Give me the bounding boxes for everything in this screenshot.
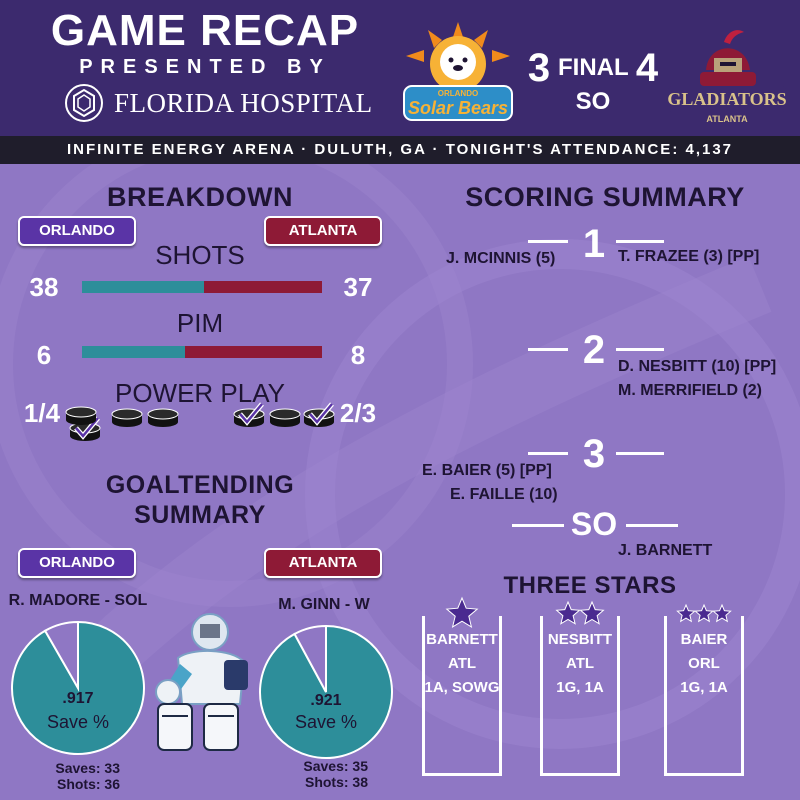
shots-home: 38 (29, 272, 59, 302)
presented-by-label: PRESENTED BY (79, 56, 331, 78)
home-pp-puck-4 (64, 400, 98, 444)
breakdown-title: BREAKDOWN (107, 182, 293, 212)
away-pp-puck-3 (268, 402, 302, 446)
power-play-home-pucks (66, 402, 186, 452)
star-3-icon-2 (695, 605, 712, 621)
goaltending-orlando-pill: ORLANDO (18, 548, 136, 578)
star-2-line: 1G, 1A (556, 679, 604, 696)
star-3-name: BAIER (680, 631, 728, 648)
power-play-away: 2/3 (339, 398, 377, 428)
orlando-solar-bears-logo (398, 20, 518, 128)
home-pp-puck-3 (146, 402, 180, 446)
away-goalie-name: M. GINN - W (278, 596, 370, 613)
star-1-icon-1 (447, 598, 477, 627)
breakdown-orlando-pill: ORLANDO (18, 216, 136, 246)
period-1-label: 1 (582, 222, 606, 266)
period-2-label: 2 (582, 328, 606, 372)
star-3-icon-3 (713, 605, 730, 621)
shots-away: 37 (343, 272, 373, 302)
sponsor-emblem-icon (62, 82, 106, 124)
pim-bar (82, 346, 322, 358)
shootout-period-label: SO (570, 506, 618, 542)
period-1-line-left (528, 240, 568, 243)
home-save-pie (8, 618, 148, 758)
star-1-line: 1A, SOWG (424, 679, 500, 696)
star-3-icon-1 (677, 605, 694, 621)
away-logo-sub: ATLANTA (706, 114, 748, 124)
goal-period-2-away-1: D. NESBITT (10) [PP] (618, 358, 777, 375)
period-3-label: 3 (582, 432, 606, 476)
goal-shootout-away-1: J. BARNETT (618, 542, 713, 559)
star-1-name: BARNETT (426, 631, 498, 648)
home-logo-text: Solar Bears (407, 98, 509, 118)
goaltending-title-line1: GOALTENDING (105, 471, 295, 499)
period-1-line-right (616, 240, 664, 243)
shootout-line-left (512, 524, 564, 527)
period-2-line-left (528, 348, 568, 351)
sponsor-name: FLORIDA HOSPITAL (114, 88, 373, 118)
shots-bar-home (82, 281, 204, 293)
period-3-line-right (616, 452, 664, 455)
shots-bar-away (204, 281, 322, 293)
shootout-line-right (626, 524, 678, 527)
goal-period-3-home-2: E. FAILLE (10) (450, 486, 558, 503)
venue-attendance-bar: INFINITE ENERGY ARENA · DULUTH, GA · TONIGHT'S ATTENDANCE: 4,137 (0, 136, 800, 164)
home-save-pct: .917 (62, 690, 94, 707)
scoring-summary-title: SCORING SUMMARY (465, 182, 745, 212)
star-3-team: ORL (688, 655, 720, 672)
away-pp-puck-2 (302, 402, 336, 446)
final-label: FINAL (558, 54, 629, 81)
goalie-photo (140, 604, 256, 754)
three-stars-title: THREE STARS (503, 572, 677, 599)
shootout-label: SO (575, 88, 611, 115)
page-title: GAME RECAP (50, 6, 360, 55)
home-saves: Saves: 33 (55, 760, 120, 776)
breakdown-atlanta-pill: ATLANTA (264, 216, 382, 246)
home-goalie-name: R. MADORE - SOL (8, 592, 148, 609)
pim-away: 8 (350, 340, 366, 370)
power-play-label: POWER PLAY (114, 378, 285, 408)
shots-bar (82, 281, 322, 293)
sponsor-logo (62, 82, 373, 124)
star-1-team: ATL (447, 655, 477, 672)
goal-period-2-away-2: M. MERRIFIELD (2) (618, 382, 762, 399)
away-saves: Saves: 35 (303, 758, 368, 774)
home-save-label: Save % (46, 712, 110, 732)
power-play-away-pucks (232, 402, 342, 452)
star-2-info (540, 628, 620, 700)
star-1-info (422, 628, 502, 700)
shots-label: SHOTS (155, 240, 245, 270)
away-save-label: Save % (294, 712, 358, 732)
pim-home: 6 (36, 340, 52, 370)
away-logo-text: GLADIATORS (667, 89, 787, 109)
period-2-line-right (616, 348, 664, 351)
away-score: 4 (635, 46, 659, 90)
star-2-icon-1 (557, 602, 580, 624)
star-2-team: ATL (565, 655, 595, 672)
star-3-info (664, 628, 744, 700)
atlanta-gladiators-logo (666, 22, 788, 128)
away-shots: Shots: 38 (304, 774, 368, 790)
home-logo-sub: ORLANDO (437, 89, 479, 98)
power-play-home: 1/4 (23, 398, 61, 428)
star-3-line: 1G, 1A (680, 679, 728, 696)
period-3-line-left (528, 452, 568, 455)
away-save-pct: .921 (310, 692, 342, 709)
goaltending-atlanta-pill: ATLANTA (264, 548, 382, 578)
home-shots: Shots: 36 (56, 776, 120, 792)
away-pp-puck-1 (232, 402, 266, 446)
star-2-icon-2 (581, 602, 604, 624)
goaltending-title-line2: SUMMARY (134, 501, 266, 529)
goal-period-1-away-1: T. FRAZEE (3) [PP] (618, 248, 760, 265)
goal-period-3-home-1: E. BAIER (5) [PP] (422, 462, 552, 479)
goal-period-1-home-1: J. MCINNIS (5) (446, 250, 556, 267)
star-2-name: NESBITT (547, 631, 613, 648)
pim-label: PIM (176, 308, 224, 338)
home-pp-puck-2 (110, 402, 144, 446)
pim-bar-away (185, 346, 322, 358)
home-score: 3 (527, 46, 551, 90)
goaltending-title (80, 470, 320, 530)
pim-bar-home (82, 346, 185, 358)
